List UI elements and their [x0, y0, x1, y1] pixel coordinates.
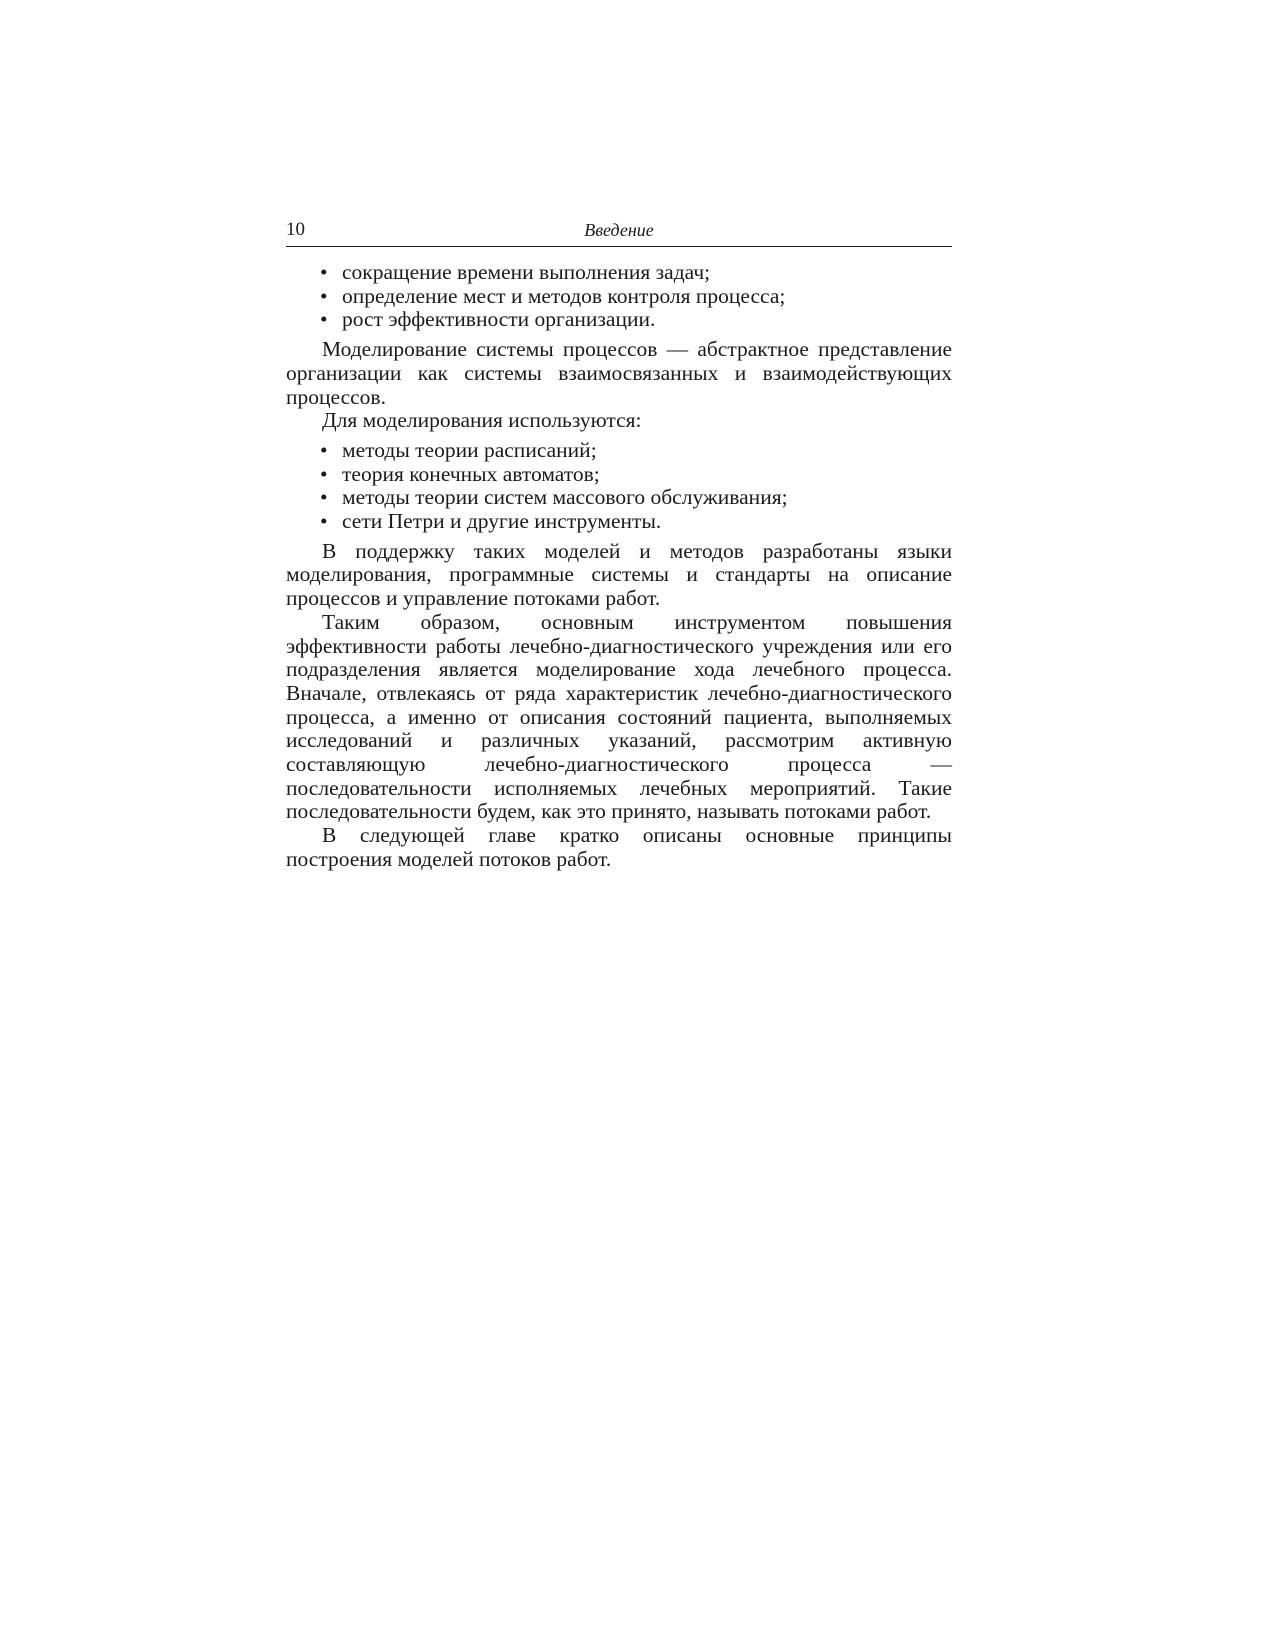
bullet-list-methods [286, 439, 952, 534]
bullet-icon: • [320, 437, 328, 462]
list-item-text: теория конечных автоматов; [342, 461, 600, 486]
page-number: 10 [286, 219, 305, 240]
paragraph: Для моделирования используются: [322, 408, 642, 433]
paragraph: В поддержку таких моделей и методов разработаны языки моделирования, программные системы и стандарты на описание процессов и управление потоками работ. [286, 538, 952, 611]
body-text [286, 261, 952, 872]
paragraph: Таким образом, основным инструментом повышения эффективности работы лечебно-диагностического учреждения или его подразделения является моделирование хода лечебного процесса. Вначале, отвлекаясь от ряда характеристик лечебно-диагностического процесса, а именно от описания состояний пациента, выполняемых исследований и различных указаний, рассмотрим активную составляющую лечебно-диагностического процесса — последовательности исполняемых лечебных мероприятий. Такие последовательности будем, как это принято, называть потоками работ. [286, 609, 952, 824]
list-item [286, 439, 952, 463]
list-item-text: определение мест и методов контроля процесса; [342, 283, 786, 308]
list-item-text: сети Петри и другие инструменты. [342, 509, 662, 534]
bullet-icon: • [320, 283, 328, 308]
list-item-text: методы теории расписаний; [342, 437, 597, 462]
list-item [286, 486, 952, 510]
list-item [286, 463, 952, 487]
list-item [286, 261, 952, 285]
list-item [286, 510, 952, 534]
paragraph: Моделирование системы процессов — абстрактное представление организации как системы взаимосвязанных и взаимодействующих процессов. [286, 337, 952, 409]
list-item [286, 285, 952, 309]
bullet-icon: • [320, 307, 328, 332]
page-header [286, 216, 952, 247]
bullet-icon: • [320, 461, 328, 486]
list-item-text: методы теории систем массового обслуживания; [342, 485, 788, 510]
bullet-icon: • [320, 260, 328, 284]
paragraph: В следующей главе кратко описаны основные принципы построения моделей потоков работ. [286, 823, 952, 871]
list-item [286, 308, 952, 332]
running-title: Введение [584, 220, 654, 240]
bullet-icon: • [320, 509, 328, 534]
list-item-text: сокращение времени выполнения задач; [342, 260, 711, 284]
list-item-text: рост эффективности организации. [342, 307, 656, 332]
bullet-icon: • [320, 485, 328, 510]
bullet-list-goals [286, 261, 952, 332]
